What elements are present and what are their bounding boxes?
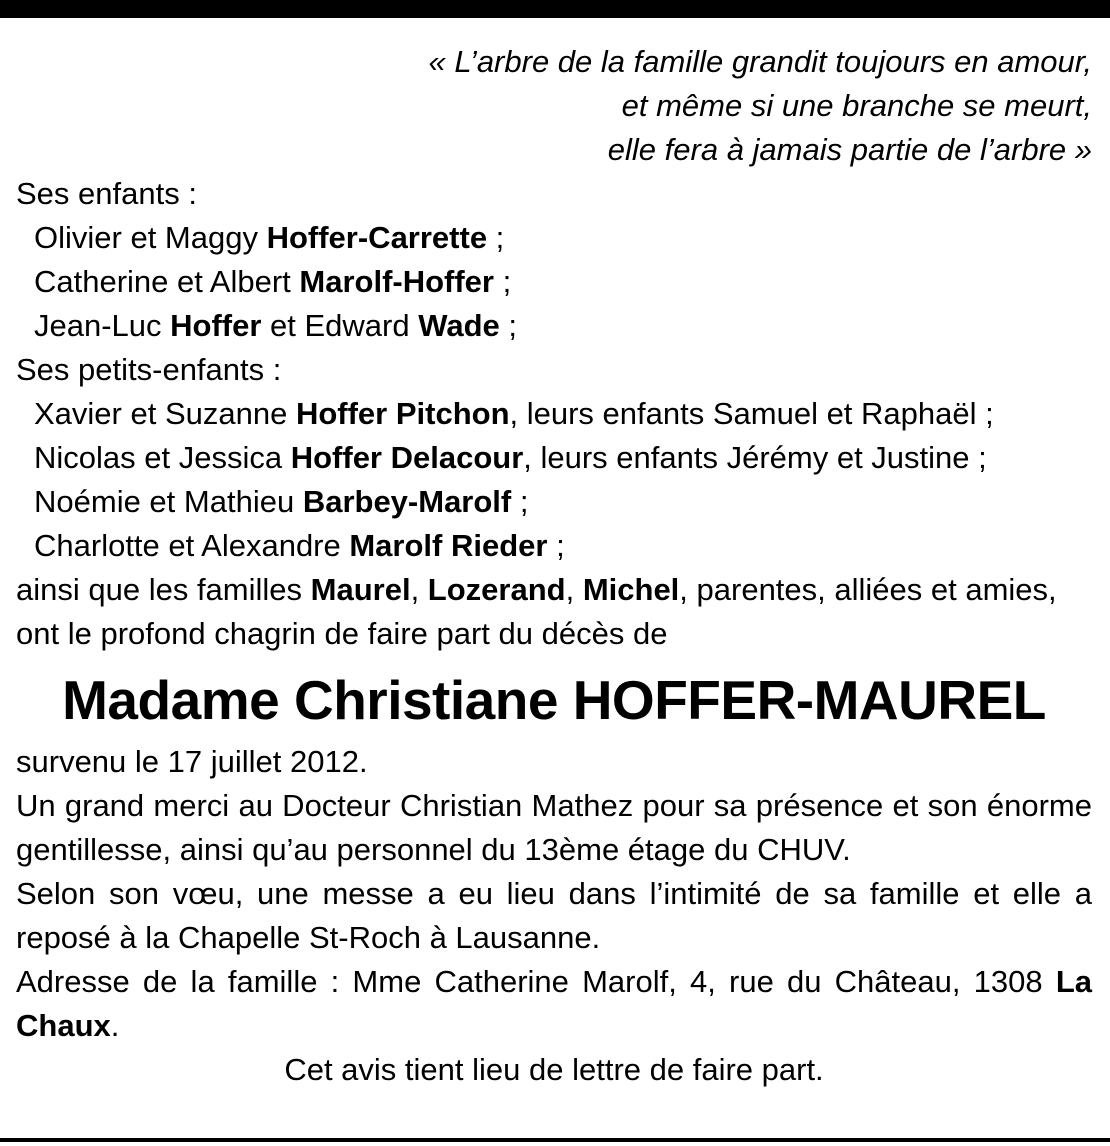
- obituary-notice: [16, 40, 1092, 1092]
- grandchild-names: Charlotte et Alexandre: [34, 528, 350, 563]
- grandchildren-heading: Ses petits-enfants :: [16, 352, 282, 387]
- deceased-name: Madame Christiane HOFFER-MAUREL: [62, 669, 1046, 731]
- quote-line: et même si une branche se meurt,: [621, 88, 1092, 123]
- child-entry: [16, 260, 1092, 304]
- child-names: Catherine et Albert: [34, 264, 300, 299]
- separator: ;: [487, 220, 505, 255]
- separator: ;: [494, 264, 512, 299]
- announcement-text: ont le profond chagrin de faire part du décès de: [16, 616, 668, 651]
- children-heading: Ses enfants :: [16, 176, 197, 211]
- family-name: Hoffer Pitchon: [295, 396, 510, 431]
- child-names: Jean-Luc: [34, 308, 171, 343]
- family-name: Barbey-Marolf: [302, 484, 512, 519]
- separator: ,: [565, 572, 583, 607]
- families-intro: ainsi que les familles: [16, 572, 311, 607]
- epigraph-quote: [16, 40, 1092, 172]
- child-names: et Edward: [261, 308, 419, 343]
- grandchild-entry: [16, 480, 1092, 524]
- family-name: Marolf Rieder: [349, 528, 548, 563]
- family-name: Maurel: [310, 572, 411, 607]
- family-name: Wade: [418, 308, 500, 343]
- grandchild-detail: , leurs enfants Jérémy et Justine ;: [523, 440, 987, 475]
- separator: ;: [511, 484, 529, 519]
- bottom-rule: [0, 1138, 1110, 1142]
- date-of-death: survenu le 17 juillet 2012.: [16, 744, 368, 779]
- quote-line: elle fera à jamais partie de l’arbre »: [607, 132, 1092, 167]
- grandchild-entry: [16, 392, 1092, 436]
- separator: ;: [547, 528, 565, 563]
- ceremony-paragraph: Selon son vœu, une messe a eu lieu dans l’intimité de sa famille et elle a reposé à la Chapelle St-Roch à Lausanne.: [16, 876, 1092, 955]
- grandchild-names: Xavier et Suzanne: [34, 396, 296, 431]
- family-name: Michel: [582, 572, 680, 607]
- family-name: Hoffer-Carrette: [266, 220, 488, 255]
- separator: ;: [499, 308, 517, 343]
- child-names: Olivier et Maggy: [34, 220, 267, 255]
- separator: ,: [410, 572, 428, 607]
- family-name: Hoffer: [170, 308, 262, 343]
- closing-line: Cet avis tient lieu de lettre de faire part.: [284, 1052, 824, 1087]
- quote-line: « L’arbre de la famille grandit toujours en amour,: [428, 44, 1092, 79]
- grandchild-entry: [16, 524, 1092, 568]
- grandchild-entry: [16, 436, 1092, 480]
- families-line: [16, 568, 1092, 612]
- families-outro: , parentes, alliées et amies,: [679, 572, 1057, 607]
- family-name: Marolf-Hoffer: [299, 264, 494, 299]
- top-rule: [0, 0, 1110, 18]
- family-name: Hoffer Delacour: [290, 440, 524, 475]
- child-entry: [16, 216, 1092, 260]
- separator: .: [110, 1008, 120, 1043]
- thanks-paragraph: Un grand merci au Docteur Christian Mathez pour sa présence et son énorme gentillesse, ainsi qu’au personnel du 13ème étage du CHUV.: [16, 788, 1092, 867]
- grandchild-names: Noémie et Mathieu: [34, 484, 303, 519]
- address-text: Adresse de la famille : Mme Catherine Marolf, 4, rue du Château, 1308: [16, 964, 1056, 999]
- grandchild-names: Nicolas et Jessica: [34, 440, 291, 475]
- address-town: La Chaux: [16, 964, 1092, 1043]
- grandchild-detail: , leurs enfants Samuel et Raphaël ;: [509, 396, 994, 431]
- family-address: [16, 960, 1092, 1048]
- family-name: Lozerand: [427, 572, 566, 607]
- child-entry: [16, 304, 1092, 348]
